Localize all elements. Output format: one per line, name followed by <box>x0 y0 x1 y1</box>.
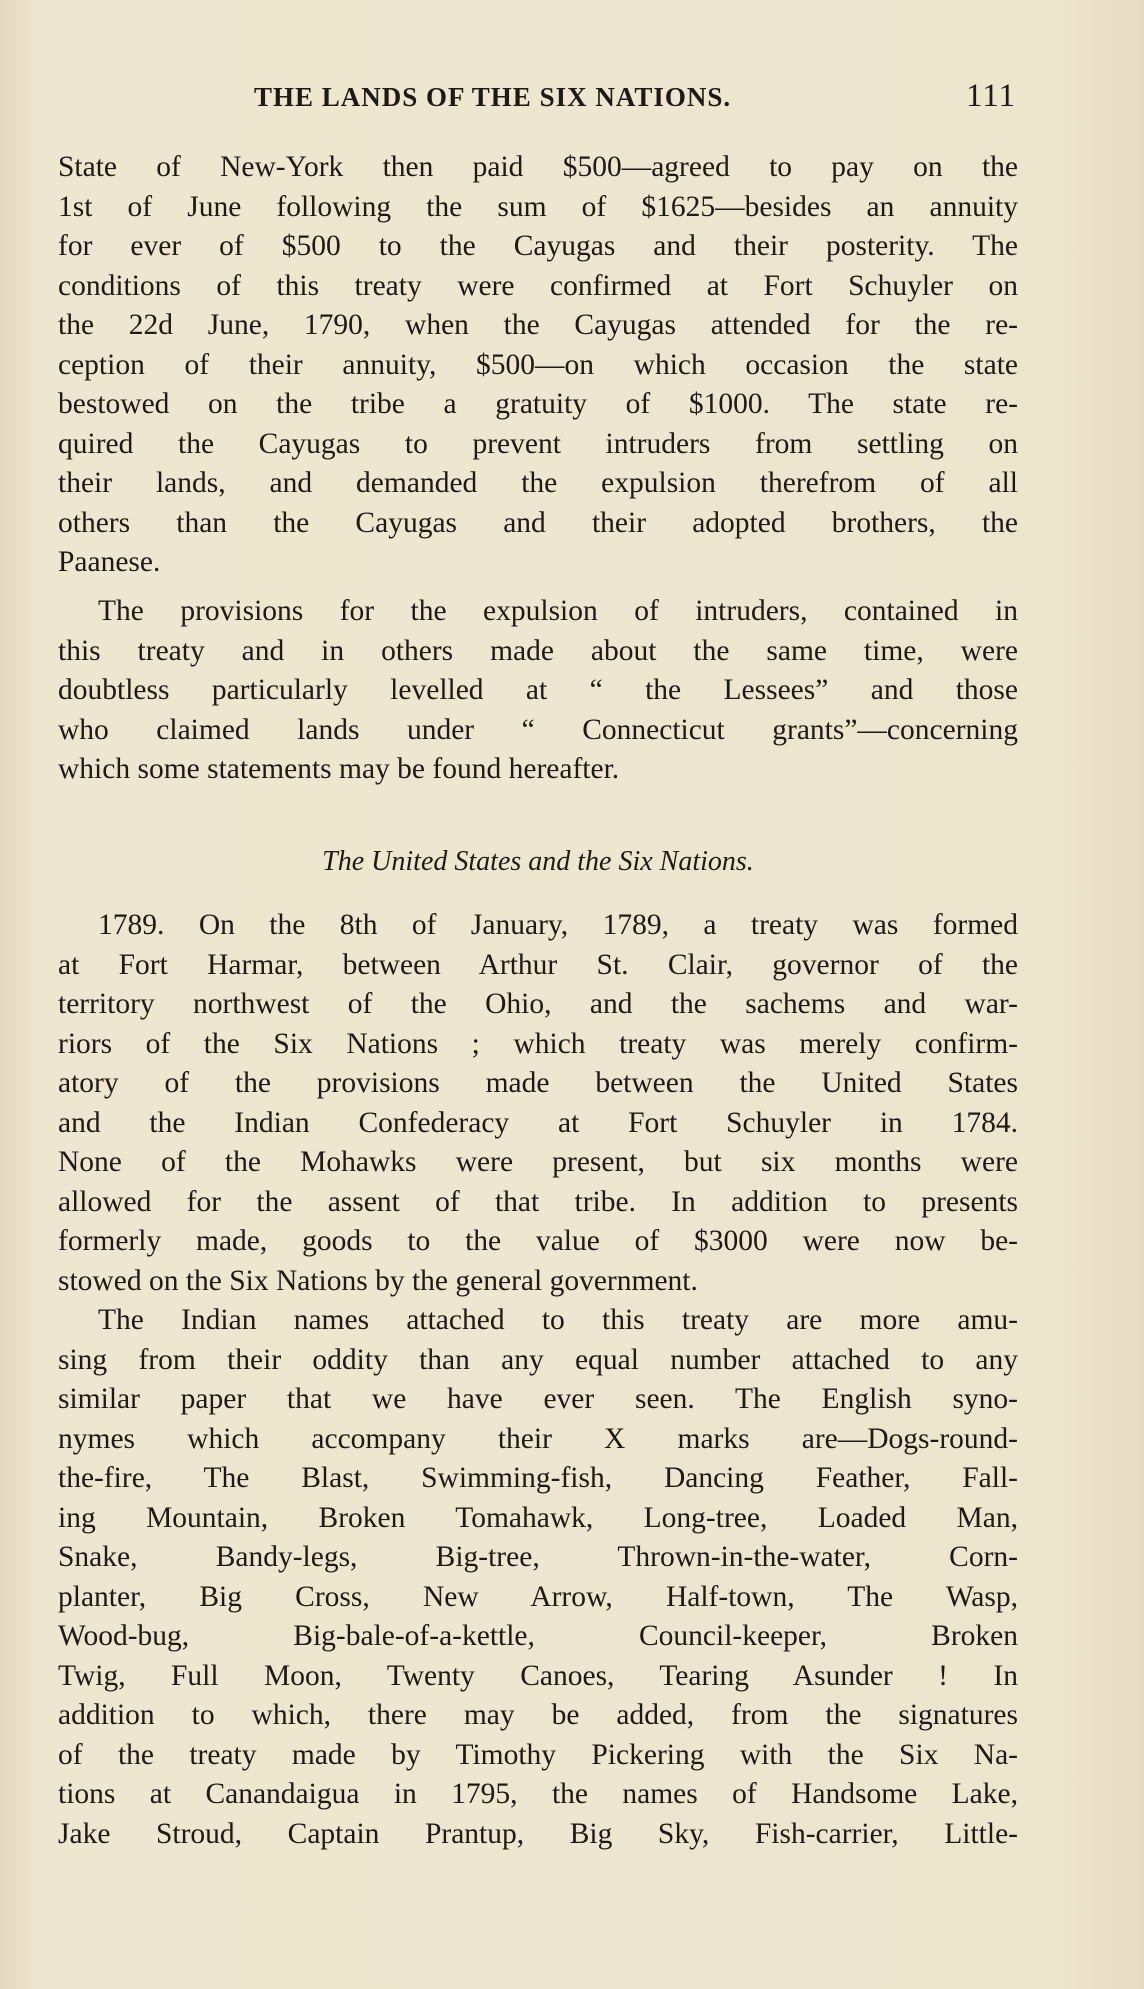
text-line: The Indian names attached to this treaty are more amu- <box>98 1304 1018 1336</box>
text-line: 1st of June following the sum of $1625—besides an annuity <box>58 190 1018 223</box>
page-number: 111 <box>965 78 1016 114</box>
paragraph-2 <box>58 592 1018 790</box>
page-header <box>58 78 1016 118</box>
text-line: the-fire, The Blast, Swimming-fish, Dancing Feather, Fall- <box>58 1462 1018 1494</box>
text-line: atory of the provisions made between the United States <box>58 1067 1018 1099</box>
section-title: The United States and the Six Nations. <box>322 846 754 877</box>
text-line: Paanese. <box>58 546 161 578</box>
text-line: addition to which, there may be added, from the signatures <box>58 1699 1018 1731</box>
text-line: territory northwest of the Ohio, and the sachems and war- <box>58 988 1018 1020</box>
text-line: at Fort Harmar, between Arthur St. Clair, governor of the <box>58 948 1018 981</box>
text-line: sing from their oddity than any equal number attached to any <box>58 1343 1018 1376</box>
text-line: riors of the Six Nations ; which treaty was merely confirm- <box>58 1027 1018 1060</box>
text-line: planter, Big Cross, New Arrow, Half-town, The Wasp, <box>58 1580 1018 1613</box>
text-line: of the treaty made by Timothy Pickering with the Six Na- <box>58 1738 1018 1771</box>
text-line: Jake Stroud, Captain Prantup, Big Sky, Fish-carrier, Little- <box>58 1817 1018 1850</box>
text-line: The provisions for the expulsion of intruders, contained in <box>98 595 1018 627</box>
text-line: which some statements may be found hereafter. <box>58 753 620 785</box>
text-line: None of the Mohawks were present, but six months were <box>58 1146 1018 1178</box>
text-line: bestowed on the tribe a gratuity of $1000. The state re- <box>58 388 1018 420</box>
text-line: State of New-York then paid $500—agreed to pay on the <box>58 151 1018 183</box>
text-line: tions at Canandaigua in 1795, the names of Handsome Lake, <box>58 1778 1018 1810</box>
text-line: allowed for the assent of that tribe. In addition to presents <box>58 1185 1018 1218</box>
text-line: similar paper that we have ever seen. The English syno- <box>58 1383 1018 1415</box>
text-line: ception of their annuity, $500—on which occasion the state <box>58 348 1018 381</box>
text-line: ing Mountain, Broken Tomahawk, Long-tree, Loaded Man, <box>58 1501 1018 1534</box>
text-line: Snake, Bandy-legs, Big-tree, Thrown-in-the-water, Corn- <box>58 1541 1018 1573</box>
running-head: THE LANDS OF THE SIX NATIONS. <box>254 82 732 112</box>
text-line: this treaty and in others made about the same time, were <box>58 634 1018 667</box>
text-line: Twig, Full Moon, Twenty Canoes, Tearing Asunder ! In <box>58 1659 1018 1692</box>
text-line: formerly made, goods to the value of $3000 were now be- <box>58 1225 1018 1257</box>
text-line: and the Indian Confederacy at Fort Schuyler in 1784. <box>58 1106 1018 1139</box>
paragraph-4 <box>58 1301 1018 1854</box>
text-line: the 22d June, 1790, when the Cayugas attended for the re- <box>58 309 1018 341</box>
text-line: Wood-bug, Big-bale-of-a-kettle, Council-keeper, Broken <box>58 1620 1018 1652</box>
paragraph-1 <box>58 148 1018 583</box>
text-line: quired the Cayugas to prevent intruders from settling on <box>58 427 1018 460</box>
text-line: their lands, and demanded the expulsion therefrom of all <box>58 467 1018 499</box>
text-line: conditions of this treaty were confirmed at Fort Schuyler on <box>58 269 1018 302</box>
text-line: stowed on the Six Nations by the general government. <box>58 1264 698 1297</box>
text-line: who claimed lands under “ Connecticut grants”—concerning <box>58 713 1018 746</box>
text-line: for ever of $500 to the Cayugas and their posterity. The <box>58 230 1018 262</box>
paragraph-3 <box>58 906 1018 1301</box>
text-line: others than the Cayugas and their adopted brothers, the <box>58 506 1018 539</box>
text-line: nymes which accompany their X marks are—Dogs-round- <box>58 1422 1018 1455</box>
text-line: doubtless particularly levelled at “ the Lessees” and those <box>58 674 1018 706</box>
text-line: 1789. On the 8th of January, 1789, a treaty was formed <box>98 909 1018 941</box>
